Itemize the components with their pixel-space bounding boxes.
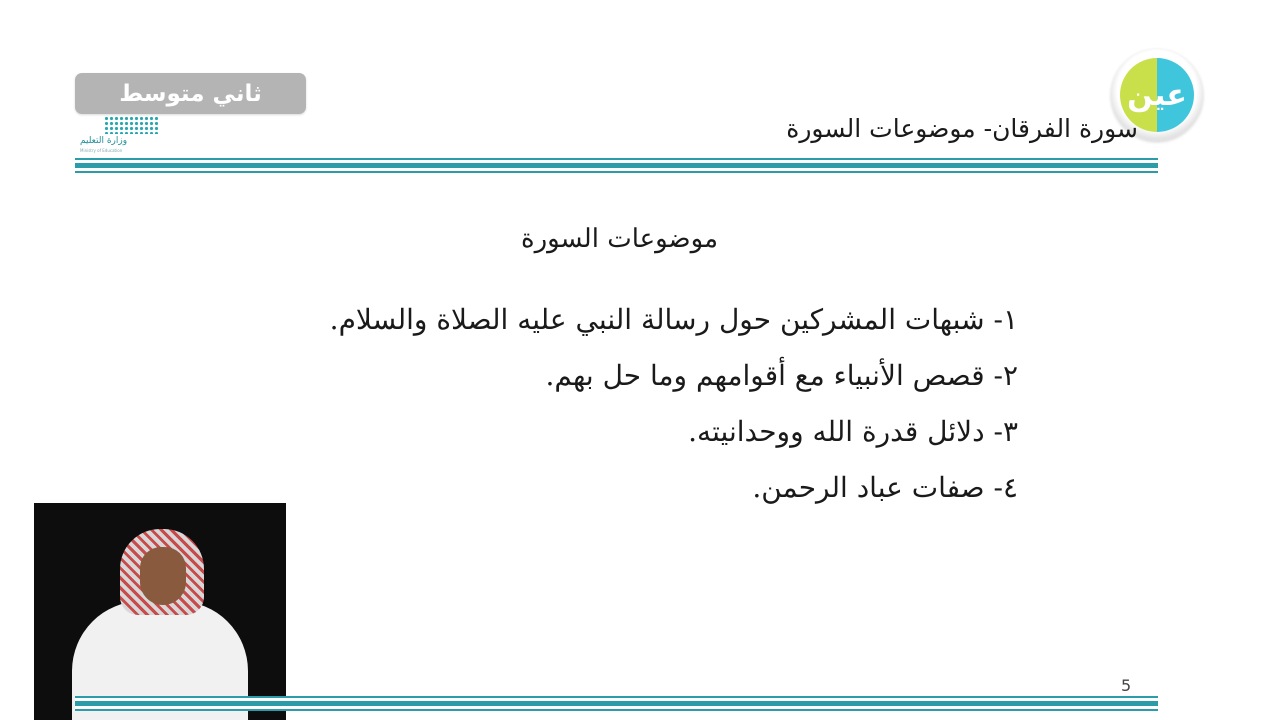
ministry-name-ar: وزارة التعليم: [80, 136, 128, 146]
grade-label: ثاني متوسط: [119, 80, 262, 107]
topic-item-3: ٣- دلائل قدرة الله ووحدانيته.: [688, 415, 1018, 448]
ministry-logo-icon: [78, 116, 162, 156]
page-number: 5: [1121, 676, 1132, 695]
presenter-video: [34, 503, 286, 720]
topic-item-2: ٢- قصص الأنبياء مع أقوامهم وما حل بهم.: [545, 359, 1018, 392]
lesson-title: سورة الفرقان- موضوعات السورة: [786, 114, 1138, 143]
section-title: موضوعات السورة: [521, 224, 718, 254]
ministry-dots-icon: [104, 116, 158, 134]
ein-logo-text: عين: [1127, 77, 1187, 113]
header-divider: [75, 158, 1158, 173]
footer-divider: [75, 696, 1158, 711]
grade-badge: [75, 73, 306, 114]
presenter-face: [140, 547, 186, 605]
topic-item-1: ١- شبهات المشركين حول رسالة النبي عليه الصلاة والسلام.: [329, 303, 1018, 336]
topic-item-4: ٤- صفات عباد الرحمن.: [752, 471, 1018, 504]
topics-list: [238, 292, 1018, 516]
ministry-name-en: Ministry of Education: [80, 148, 123, 153]
